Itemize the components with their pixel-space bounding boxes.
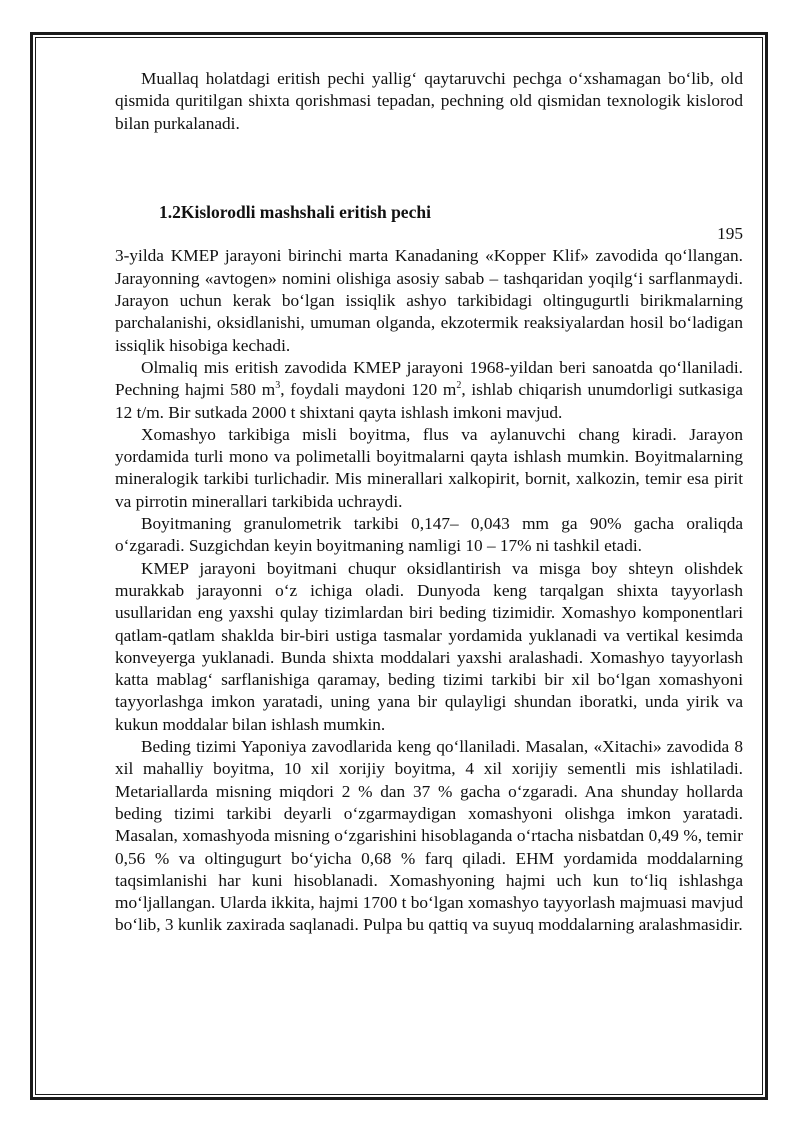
paragraph-olmaliq-part2: , foydali maydoni 120 m: [280, 380, 457, 400]
paragraph-olmaliq-part1: Olmaliq mis eritish zavodida KMEP jarayoni 1968-yildan beri sanoatda qo‘llaniladi. Pechning hajmi 580 m: [115, 357, 743, 400]
page-content: [115, 68, 743, 937]
paragraph-bedding-system: KMEP jarayoni boyitmani chuqur oksidlantirish va misga boy shteyn olishdek murakkab jarayonni o‘z ichiga oladi. Dunyoda keng tarqalgan shixta tayyorlash usullaridan eng yaxshi qulay tizimlardan biri beding tizimidir. Xomashyo komponentlari qatlam-qatlam shaklda bir-biri ustiga tasmalar yordamida yuklanadi va vertikal kesimda konveyerga yuklanadi. Bunda shixta moddalari yaxshi aralashadi. Xomashyo tayyorlash katta mablag‘ sarflanishiga qaramay, beding tizimi tarkibi bir xil bo‘lgan xomashyoni tayyorlashga imkon yaratadi, uning yana bir qulayligi shundan iboratki, unda yirik va kukun moddalar bilan ishlash mumkin.: [115, 558, 743, 734]
superscript-square: 2: [456, 380, 462, 392]
paragraph-olmaliq: [115, 357, 743, 424]
paragraph-olmaliq-part3: , ishlab chiqarish unumdorligi sutkasiga 12 t/m. Bir sutkada 2000 t shixtani qayta ishlash imkoni mavjud.: [115, 380, 743, 422]
section-heading: 1.2Kislorodli mashshali eritish pechi: [159, 201, 431, 222]
paragraph-raw-materials: Xomashyo tarkibiga misli boyitma, flus va aylanuvchi chang kiradi. Jarayon yordamida turli mono va polimetalli boyitmalarni qayta ishlash mumkin. Boyitmalarning mineralogik tarkibi turlichadir. Mis minerallari xalkopirit, bornit, xalkozin, temir esa pirit va pirrotin minerallari tarkibida uchraydi.: [115, 424, 743, 511]
intro-paragraph: Muallaq holatdagi eritish pechi yallig‘ qaytaruvchi pechga o‘xshamagan bo‘lib, old qismida quritilgan shixta qorishmasi tepadan, pechning old qismidan texnologik kislorod bilan purkalanadi.: [115, 69, 743, 133]
superscript-cubic: 3: [275, 380, 281, 392]
vertical-gap: [115, 135, 743, 201]
paragraph-kmep-history: 3-yilda KMEP jarayoni birinchi marta Kanadaning «Kopper Klif» zavodida qo‘llangan. Jarayonning «avtogen» nomini olishiga asosiy sabab – tashqaridan yoqilg‘i sarflanmaydi. Jarayon uchun kerak bo‘lgan issiqlik ashyo tarkibidagi oltingugurtli birikmalarning parchalanishi, oksidlanishi, umuman olganda, ekzotermik reaksiyalardan hosil bo‘ladigan issiqlik hisobiga kechadi.: [115, 246, 743, 355]
paragraph-granulometry: Boyitmaning granulometrik tarkibi 0,147– 0,043 mm ga 90% gacha oraliqda o‘zgaradi. Suzgichdan keyin boyitmaning namligi 10 – 17% ni tashkil etadi.: [115, 514, 743, 556]
paragraph-japan-plants: Beding tizimi Yaponiya zavodlarida keng qo‘llaniladi. Masalan, «Xitachi» zavodida 8 xil mahalliy boyitma, 10 xil xorijiy boyitma, 4 xil xorijiy sementli mis ishlatiladi. Metariallarda misning miqdori 2 % dan 37 % gacha o‘zgaradi. Ana shunday hollarda beding tizimi tarkibi deyarli o‘zgarmaydigan xomashyoni olishga imkon yaratadi. Masalan, xomashyoda misning o‘zgarishini hisoblaganda o‘rtacha nisbatdan 0,49 %, temir 0,56 % va oltingugurt bo‘yicha 0,68 % farq qiladi. EHM yordamida moddalarning taqsimlanishi har kuni hisoblanadi. Xomashyoning hajmi uch kun to‘liq ishlashga mo‘ljallangan. Ularda ikkita, hajmi 1700 t bo‘lgan xomashyo tayyorlash majmuasi mavjud bo‘lib, 3 kunlik zaxirada saqlanadi. Pulpa bu qattiq va suyuq moddalarning aralashmasidir.: [115, 737, 743, 935]
page-number: 195: [717, 224, 743, 244]
